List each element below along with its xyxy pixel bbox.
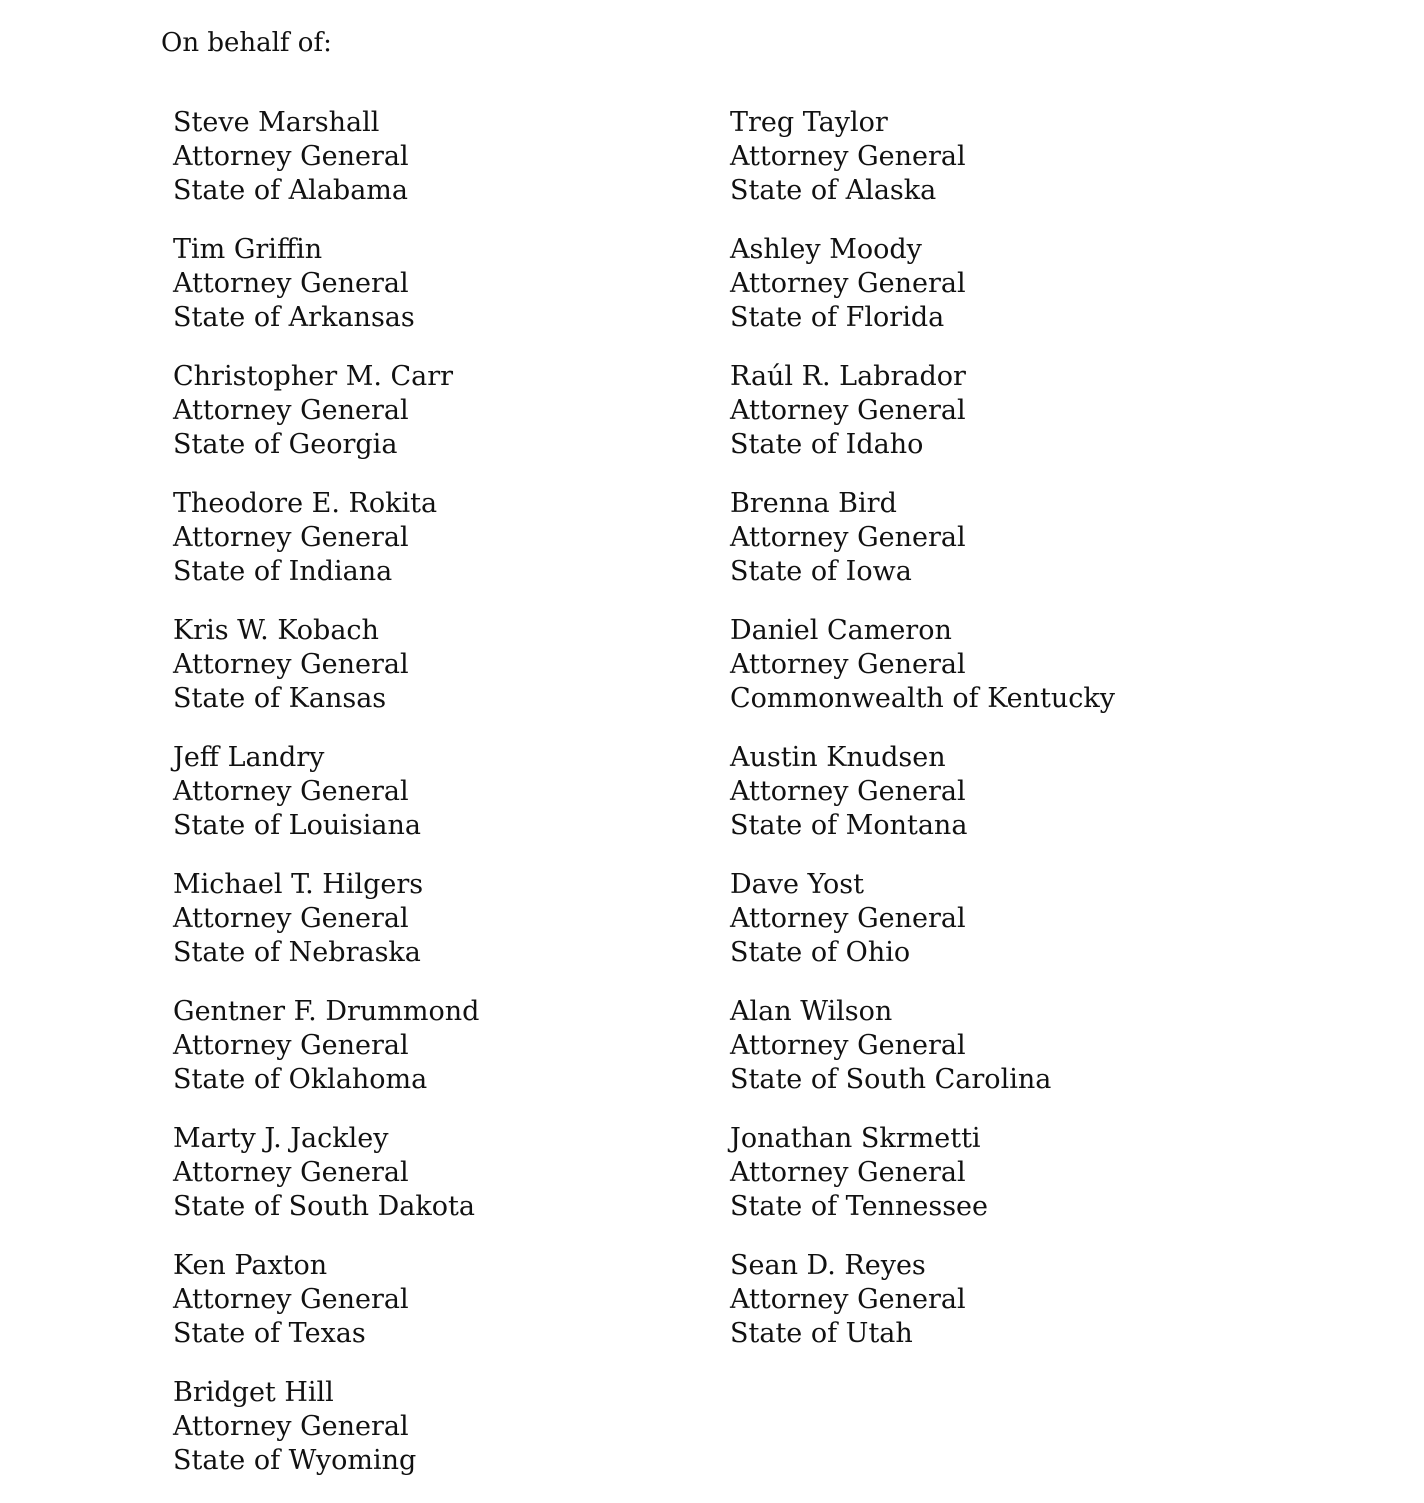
signatory-name: Ashley Moody	[730, 234, 922, 265]
signatory-name: Brenna Bird	[730, 488, 897, 519]
signatory-name: Christopher M. Carr	[173, 361, 454, 392]
signatory-block	[173, 1376, 479, 1503]
signatory-name: Theodore E. Rokita	[173, 488, 438, 519]
signatory-block	[173, 995, 479, 1122]
signatory-jurisdiction: State of Kansas	[173, 683, 387, 714]
signatory-title: Attorney General	[730, 141, 966, 172]
signatory-block	[173, 233, 479, 360]
signatory-title: Attorney General	[173, 1157, 409, 1188]
signatory-name: Alan Wilson	[730, 996, 893, 1027]
signatory-title: Attorney General	[730, 1030, 966, 1061]
signatory-title: Attorney General	[730, 903, 966, 934]
signatory-name: Kris W. Kobach	[173, 615, 379, 646]
signatory-block	[730, 741, 1115, 868]
signatory-title: Attorney General	[730, 395, 966, 426]
signatory-name: Bridget Hill	[173, 1377, 334, 1408]
signatory-block	[173, 741, 479, 868]
signatory-jurisdiction: State of Idaho	[730, 429, 924, 460]
signatory-name: Daniel Cameron	[730, 615, 952, 646]
signatory-block	[173, 106, 479, 233]
signatory-block	[173, 1249, 479, 1376]
signatory-title: Attorney General	[173, 395, 409, 426]
signatory-title: Attorney General	[173, 776, 409, 807]
signatory-block	[173, 868, 479, 995]
signatory-name: Marty J. Jackley	[173, 1123, 389, 1154]
signatory-jurisdiction: State of Tennessee	[730, 1191, 989, 1222]
signatory-name: Tim Griffin	[173, 234, 323, 265]
signatory-title: Attorney General	[173, 903, 409, 934]
signatory-title: Attorney General	[730, 522, 966, 553]
signatory-name: Michael T. Hilgers	[173, 869, 424, 900]
signatory-block	[730, 1122, 1115, 1249]
signatory-jurisdiction: State of Louisiana	[173, 810, 421, 841]
signatory-jurisdiction: State of Montana	[730, 810, 968, 841]
signatory-title: Attorney General	[173, 1411, 409, 1442]
signatory-jurisdiction: State of South Carolina	[730, 1064, 1052, 1095]
signatory-jurisdiction: State of Utah	[730, 1318, 913, 1349]
signatory-jurisdiction: Commonwealth of Kentucky	[730, 683, 1116, 714]
signatory-block	[730, 614, 1115, 741]
signatory-jurisdiction: State of Alabama	[173, 175, 408, 206]
signatory-column-left	[173, 106, 479, 1503]
signatory-name: Gentner F. Drummond	[173, 996, 480, 1027]
signatory-jurisdiction: State of Indiana	[173, 556, 393, 587]
signatory-title: Attorney General	[173, 1284, 409, 1315]
signatory-block	[730, 233, 1115, 360]
signatory-title: Attorney General	[173, 522, 409, 553]
signatory-block	[173, 614, 479, 741]
signatory-jurisdiction: State of Florida	[730, 302, 945, 333]
signatory-column-right	[730, 106, 1115, 1376]
signatory-name: Jonathan Skrmetti	[730, 1123, 981, 1154]
signatory-name: Treg Taylor	[730, 107, 888, 138]
signatory-jurisdiction: State of Arkansas	[173, 302, 415, 333]
signatory-name: Jeff Landry	[173, 742, 325, 773]
signatory-block	[730, 995, 1115, 1122]
signatory-title: Attorney General	[173, 1030, 409, 1061]
signatory-title: Attorney General	[173, 268, 409, 299]
signatory-block	[173, 1122, 479, 1249]
intro-text: On behalf of:	[161, 28, 332, 58]
signatory-name: Sean D. Reyes	[730, 1250, 926, 1281]
signatory-name: Austin Knudsen	[730, 742, 946, 773]
signatory-name: Steve Marshall	[173, 107, 380, 138]
signatory-block	[730, 868, 1115, 995]
signatory-block	[730, 487, 1115, 614]
signatory-title: Attorney General	[173, 141, 409, 172]
signatory-jurisdiction: State of Georgia	[173, 429, 398, 460]
signatory-title: Attorney General	[730, 649, 966, 680]
signatory-block	[730, 1249, 1115, 1376]
signatory-block	[173, 360, 479, 487]
signatory-jurisdiction: State of Wyoming	[173, 1445, 417, 1476]
signatory-name: Raúl R. Labrador	[730, 361, 966, 392]
signatory-title: Attorney General	[730, 1284, 966, 1315]
signatory-block	[730, 360, 1115, 487]
signatory-jurisdiction: State of South Dakota	[173, 1191, 475, 1222]
signatory-name: Dave Yost	[730, 869, 864, 900]
signatory-name: Ken Paxton	[173, 1250, 328, 1281]
signatory-jurisdiction: State of Alaska	[730, 175, 937, 206]
signatory-block	[730, 106, 1115, 233]
signatory-title: Attorney General	[730, 268, 966, 299]
signatory-block	[173, 487, 479, 614]
signatory-jurisdiction: State of Oklahoma	[173, 1064, 428, 1095]
signatory-title: Attorney General	[730, 776, 966, 807]
signatory-title: Attorney General	[730, 1157, 966, 1188]
signatory-jurisdiction: State of Iowa	[730, 556, 912, 587]
signatory-jurisdiction: State of Texas	[173, 1318, 366, 1349]
signatory-jurisdiction: State of Ohio	[730, 937, 911, 968]
signatory-title: Attorney General	[173, 649, 409, 680]
signatory-jurisdiction: State of Nebraska	[173, 937, 421, 968]
